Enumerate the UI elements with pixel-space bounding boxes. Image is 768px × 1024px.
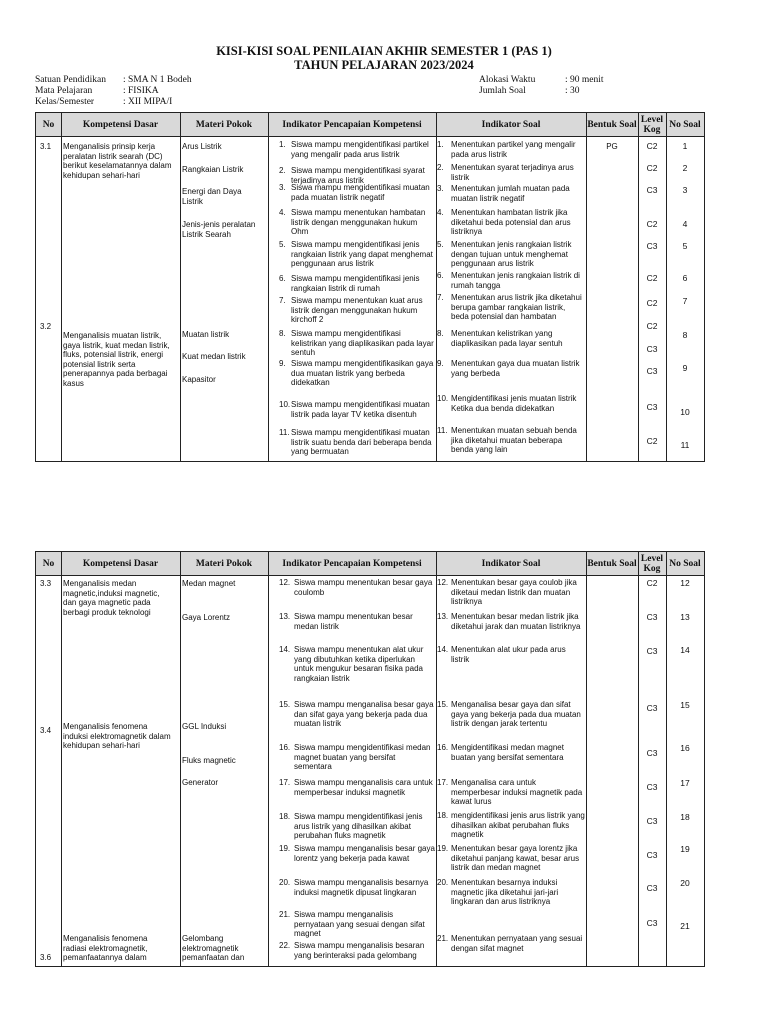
level-kog: C2 [646, 298, 658, 308]
ipk-item: 7. Siswa mampu menentukan kuat arus listrik dengan menggunakan hukum kirchoff 2 [279, 296, 423, 325]
soal-item: 10. Mengidentifikasi jenis muatan listrik Ketika dua benda didekatkan [437, 394, 577, 413]
level-kog: C2 [646, 321, 658, 331]
level-kog: C3 [646, 646, 658, 656]
header-soal: Indikator Soal [481, 558, 541, 569]
soal-item: 12. Menentukan besar gaya coulob jika diketaui medan listrik dan muatan listriknya [437, 578, 577, 607]
question-number: 8 [682, 330, 688, 340]
level-kog: C3 [646, 185, 658, 195]
soal-item: 15. Menganalisa besar gaya dan sifat gaya yang bekerja pada dua muatan listrik dengan jarak tertentu [437, 700, 581, 729]
header-nosoal: No Soal [669, 558, 701, 569]
soal-item: 7. Menentukan arus listrik jika diketahui berupa gambar rangkaian listrik, beda potensial dan hambatan [437, 293, 582, 322]
materi-item: Arus Listrik [182, 142, 222, 151]
ipk-item: 14. Siswa mampu menentukan alat ukur yang dibutuhkan ketika diperlukan untuk mengukur besaran fisika pada rangkaian listrik [279, 645, 424, 683]
level-kog: C3 [646, 782, 658, 792]
header-level: Level Kog [640, 553, 664, 574]
meta-right [479, 75, 604, 97]
question-number: 15 [680, 700, 690, 710]
table-header [36, 113, 704, 137]
level-kog: C2 [646, 273, 658, 283]
ipk-item: 15. Siswa mampu menganalisa besar gaya dan sifat gaya yang bekerja pada dua muatan listrik [279, 700, 434, 729]
ipk-item: 22. Siswa mampu menganalisis besaran yang berinteraksi pada gelombang [279, 941, 425, 960]
question-number: 3 [682, 185, 688, 195]
materi-item: Kapasitor [182, 375, 216, 384]
header-nosoal: No Soal [669, 119, 701, 130]
question-number: 1 [682, 141, 688, 151]
ipk-item: 2. Siswa mampu mengidentifikasi syarat terjadinya arus listrik [279, 166, 425, 185]
soal-item: 5. Menentukan jenis rangkaian listrik dengan tujuan untuk menghemat penggunaan arus listrik [437, 240, 572, 269]
kd-text: Menganalisis medan magnetic,induksi magnetic, dan gaya magnetic pada berbagi produk teknologi [63, 579, 160, 617]
level-kog: C2 [646, 219, 658, 229]
ipk-item: 21. Siswa mampu menganalisis pernyataan yang sesuai dengan sifat magnet [279, 910, 425, 939]
grid-table-1 [35, 112, 705, 462]
meta-subject: Mata Pelajaran : FISIKA [35, 86, 159, 96]
ipk-item: 4. Siswa mampu menentukan hambatan listrik dengan menggunakan hukum Ohm [279, 208, 426, 237]
kd-text: Menganalisis fenomena induksi elektromagnetik dalam kehidupan sehari-hari [63, 722, 171, 751]
level-kog: C3 [646, 612, 658, 622]
soal-item: 1. Menentukan partikel yang mengalir pada arus listrik [437, 140, 576, 159]
ipk-item: 19. Siswa mampu menganalisis besar gaya lorentz yang bekerja pada kawat [279, 844, 435, 863]
level-kog: C3 [646, 366, 658, 376]
grid-table-2 [35, 551, 705, 967]
materi-item: Muatan listrik [182, 330, 230, 339]
question-number: 2 [682, 163, 688, 173]
question-number: 4 [682, 219, 688, 229]
header-level: Level Kog [640, 114, 664, 135]
level-kog: C2 [646, 436, 658, 446]
question-number: 5 [682, 241, 688, 251]
question-number: 20 [680, 878, 690, 888]
soal-item: 18. mengidentifikasi jenis arus listrik yang dihasilkan akibat perubahan fluks magnetik [437, 811, 585, 840]
header-ipk: Indikator Pencapaian Kompetensi [282, 119, 422, 130]
kd-text: Menganalisis fenomena radiasi elektromagnetik, pemanfaatannya dalam [63, 934, 148, 963]
ipk-item: 18. Siswa mampu mengidentifikasi jenis arus listrik yang dihasilkan akibat perubahan fluks magnetik [279, 812, 423, 841]
level-kog: C3 [646, 816, 658, 826]
level-kog: C3 [646, 918, 658, 928]
question-number: 14 [680, 645, 690, 655]
soal-item: 6. Menentukan jenis rangkaian listrik di rumah tangga [437, 271, 580, 290]
soal-item: 21. Menentukan pernyataan yang sesuai dengan sifat magnet [437, 934, 583, 953]
meta-time: Alokasi Waktu : 90 menit [479, 75, 604, 85]
ipk-item: 12. Siswa mampu menentukan besar gaya coulomb [279, 578, 433, 597]
header-kd: Kompetensi Dasar [82, 119, 159, 130]
soal-item: 17. Menganalisa cara untuk memperbesar induksi magnetik pada kawat lurus [437, 778, 583, 807]
ipk-item: 20. Siswa mampu menganalisis besarnya induksi magnetik dipusat lingkaran [279, 878, 429, 897]
materi-item: Gaya Lorentz [182, 613, 231, 622]
question-number: 6 [682, 273, 688, 283]
level-kog: C2 [646, 141, 658, 151]
question-number: 21 [680, 921, 690, 931]
header-materi: Materi Pokok [195, 558, 253, 569]
soal-item: 8. Menentukan kelistrikan yang diaplikasikan pada layar sentuh [437, 329, 563, 348]
soal-item: 20. Menentukan besarnya induksi magnetic jika diketahui jari-jari lingkaran dan arus listriknya [437, 878, 559, 907]
question-number: 10 [680, 407, 690, 417]
level-kog: C3 [646, 241, 658, 251]
ipk-item: 11. Siswa mampu mengidentifikasi muatan listrik suatu benda dari beberapa benda yang bermuatan [279, 428, 432, 457]
level-kog: C3 [646, 703, 658, 713]
kd-number: 3.4 [40, 726, 52, 735]
level-kog: C3 [646, 344, 658, 354]
meta-left [35, 75, 192, 108]
document-subtitle: TAHUN PELAJARAN 2023/2024 [294, 58, 474, 72]
question-number: 16 [680, 743, 690, 753]
question-number: 13 [680, 612, 690, 622]
kd-number: 3.1 [40, 142, 52, 151]
header-bentuk: Bentuk Soal [587, 558, 637, 569]
ipk-item: 9. Siswa mampu mengidentifikasikan gaya dua muatan listrik yang berbeda didekatkan [279, 359, 434, 388]
ipk-item: 6. Siswa mampu mengidentifikasi jenis rangkaian listrik di rumah [279, 274, 420, 293]
kd-text: Menganalisis muatan listrik, gaya listrik, kuat medan listrik, fluks, potensial listrik, energi potensial listrik serta penerapannya pada berbagai kasus [63, 331, 170, 388]
header-ipk: Indikator Pencapaian Kompetensi [282, 558, 422, 569]
meta-school: Satuan Pendidikan : SMA N 1 Bodeh [35, 75, 192, 85]
kd-number: 3.2 [40, 322, 52, 331]
ipk-item: 3. Siswa mampu mengidentifikasi muatan pada muatan listrik negatif [279, 183, 430, 202]
question-number: 17 [680, 778, 690, 788]
level-kog: C2 [646, 163, 658, 173]
soal-item: 9. Menentukan gaya dua muatan listrik yang berbeda [437, 359, 580, 378]
soal-item: 3. Menentukan jumlah muatan pada muatan listrik negatif [437, 184, 570, 203]
ipk-item: 5. Siswa mampu mengidentifikasi jenis rangkaian listrik yang dapat menghemat penggunaan arus listrik [279, 240, 433, 269]
question-number: 12 [680, 578, 690, 588]
header-bentuk: Bentuk Soal [587, 119, 637, 130]
bentuk-soal: PG [606, 142, 618, 151]
meta-count: Jumlah Soal : 30 [479, 86, 580, 96]
soal-item: 2. Menentukan syarat terjadinya arus listrik [437, 163, 574, 182]
materi-item: Medan magnet [182, 579, 236, 588]
header-no: No [42, 558, 55, 569]
materi-item: GGL Induksi [182, 722, 227, 731]
level-kog: C3 [646, 883, 658, 893]
ipk-item: 13. Siswa mampu menentukan besar medan listrik [279, 612, 413, 631]
soal-item: 13. Menentukan besar medan listrik jika diketahui jarak dan muatan listriknya [437, 612, 581, 631]
level-kog: C3 [646, 850, 658, 860]
ipk-item: 8. Siswa mampu mengidentifikasi kelistrikan yang diaplikasikan pada layar sentuh [279, 329, 434, 358]
level-kog: C3 [646, 402, 658, 412]
soal-item: 19. Menentukan besar gaya lorentz jika diketahui panjang kawat, besar arus listrik dan medan magnet [437, 844, 580, 873]
meta-class: Kelas/Semester : XII MIPA/I [35, 97, 173, 107]
ipk-item: 16. Siswa mampu mengidentifikasi medan magnet buatan yang bersifat sementara [279, 743, 431, 772]
materi-item: Fluks magnetic [182, 756, 236, 765]
materi-item: Energi dan Daya Listrik [182, 187, 242, 206]
document-title: KISI-KISI SOAL PENILAIAN AKHIR SEMESTER 1 (PAS 1) [216, 44, 552, 58]
level-kog: C3 [646, 748, 658, 758]
header-soal: Indikator Soal [481, 119, 541, 130]
kd-text: Menganalisis prinsip kerja peralatan listrik searah (DC) berikut keselamatannya dalam kehidupan sehari-hari [63, 142, 172, 180]
ipk-item: 1. Siswa mampu mengidentifikasi partikel yang mengalir pada arus listrik [279, 140, 429, 159]
materi-item: Kuat medan listrik [182, 352, 246, 361]
question-number: 19 [680, 844, 690, 854]
ipk-item: 10. Siswa mampu mengidentifikasi muatan listrik pada layar TV ketika disentuh [279, 400, 430, 419]
soal-item: 16. Mengidentifikasi medan magnet buatan yang bersifat sementara [437, 743, 564, 762]
materi-item: Generator [182, 778, 219, 787]
kd-number: 3.3 [40, 579, 52, 588]
question-number: 9 [682, 363, 688, 373]
level-kog: C2 [646, 578, 658, 588]
question-number: 18 [680, 812, 690, 822]
kd-number: 3.6 [40, 953, 52, 962]
question-number: 7 [682, 296, 688, 306]
header-no: No [42, 119, 55, 130]
soal-item: 4. Menentukan hambatan listrik jika diketahui beda potensial dan arus listriknya [437, 208, 571, 237]
table-header [36, 552, 704, 576]
header-kd: Kompetensi Dasar [82, 558, 159, 569]
soal-item: 14. Menentukan alat ukur pada arus listrik [437, 645, 566, 664]
materi-item: Jenis-jenis peralatan Listrik Searah [182, 220, 256, 239]
header-materi: Materi Pokok [195, 119, 253, 130]
ipk-item: 17. Siswa mampu menganalisis cara untuk memperbesar induksi magnetik [279, 778, 433, 797]
soal-item: 11. Menentukan muatan sebuah benda jika diketahui muatan beberapa benda yang lain [437, 426, 577, 455]
materi-item: Gelombang elektromagnetik pemanfaatan dan [182, 934, 245, 963]
question-number: 11 [680, 440, 690, 450]
materi-item: Rangkaian Listrik [182, 165, 244, 174]
